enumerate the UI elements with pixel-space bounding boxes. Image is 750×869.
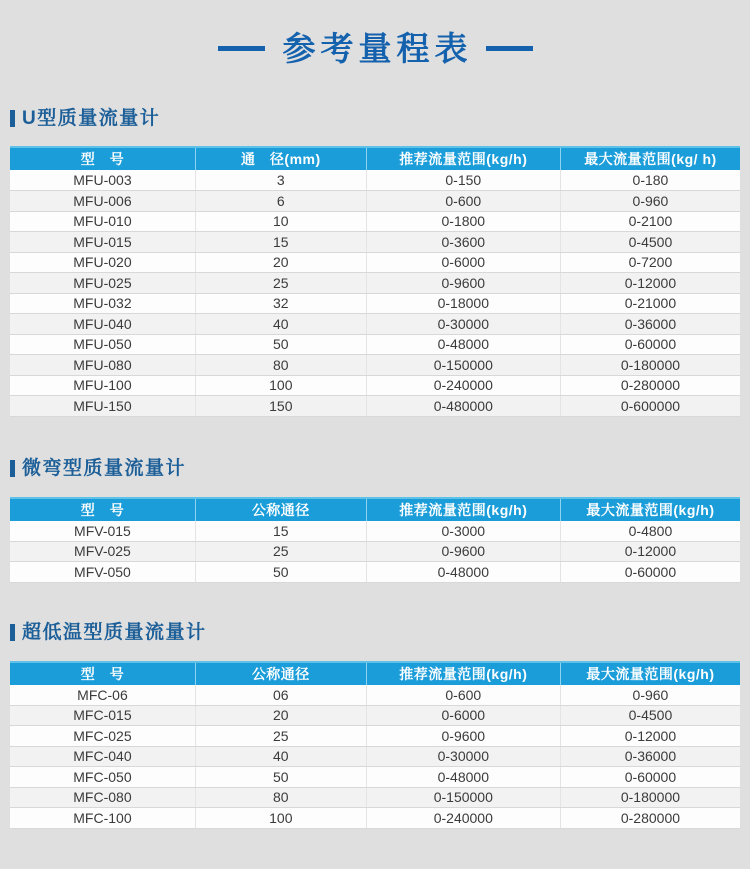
table-cell: 80 xyxy=(195,787,366,808)
table-cell: 100 xyxy=(195,808,366,829)
table-cell: 0-48000 xyxy=(366,334,560,355)
page-title-text: 参考量程表 xyxy=(282,29,473,67)
table-cell: 0-4500 xyxy=(560,705,740,726)
column-header-max-range: 最大流量范围(kg/h) xyxy=(560,662,740,685)
table-row xyxy=(10,355,740,376)
table-row xyxy=(10,685,740,706)
table-row xyxy=(10,746,740,767)
table-cell: MFC-040 xyxy=(10,746,195,767)
table-cell: MFU-020 xyxy=(10,252,195,273)
table-row xyxy=(10,252,740,273)
section-heading-micro-bend-type xyxy=(10,457,750,481)
table-cell: 0-960 xyxy=(560,191,740,212)
section-heading-label: 超低温型质量流量计 xyxy=(22,622,207,643)
title-dash-left-icon xyxy=(218,46,265,51)
table-cell: MFC-015 xyxy=(10,705,195,726)
table-cell: 0-3000 xyxy=(366,521,560,542)
table-cell: MFU-150 xyxy=(10,396,195,417)
column-header-recommended-range: 推荐流量范围(kg/h) xyxy=(366,147,560,170)
table-row xyxy=(10,375,740,396)
table-cell: 0-240000 xyxy=(366,375,560,396)
table-cell: 32 xyxy=(195,293,366,314)
table-row xyxy=(10,396,740,417)
table-cell: 0-60000 xyxy=(560,767,740,788)
table-row xyxy=(10,541,740,562)
section-u-type xyxy=(0,106,750,417)
table-row xyxy=(10,562,740,583)
table-cell: 0-12000 xyxy=(560,541,740,562)
table-cell: 0-21000 xyxy=(560,293,740,314)
table-cell: MFU-032 xyxy=(10,293,195,314)
column-header-recommended-range: 推荐流量范围(kg/h) xyxy=(366,498,560,521)
table-cell: 0-150000 xyxy=(366,787,560,808)
table-cell: 0-280000 xyxy=(560,808,740,829)
table-cell: 0-480000 xyxy=(366,396,560,417)
table-cell: 10 xyxy=(195,211,366,232)
table-cell: 0-180 xyxy=(560,170,740,191)
table-row xyxy=(10,767,740,788)
table-cell: 0-600 xyxy=(366,685,560,706)
table-cell: MFU-003 xyxy=(10,170,195,191)
table-cell: 0-180000 xyxy=(560,787,740,808)
table-cell: 20 xyxy=(195,252,366,273)
table-cell: 40 xyxy=(195,746,366,767)
table-cell: 0-12000 xyxy=(560,273,740,294)
table-row xyxy=(10,787,740,808)
column-header-max-range: 最大流量范围(kg/h) xyxy=(560,498,740,521)
page-title xyxy=(0,26,750,70)
table-header-row xyxy=(10,147,740,170)
table-cell: 0-6000 xyxy=(366,705,560,726)
table-cell: 50 xyxy=(195,767,366,788)
section-heading-label: U型质量流量计 xyxy=(22,107,161,129)
table-cell: 0-280000 xyxy=(560,375,740,396)
table-cell: MFU-100 xyxy=(10,375,195,396)
table-row xyxy=(10,314,740,335)
table-row xyxy=(10,211,740,232)
table-cell: MFC-080 xyxy=(10,787,195,808)
column-header-model: 型 号 xyxy=(10,498,195,521)
table-cell: 0-180000 xyxy=(560,355,740,376)
table-cell: 20 xyxy=(195,705,366,726)
table-cell: 0-60000 xyxy=(560,562,740,583)
table-cell: 0-240000 xyxy=(366,808,560,829)
table-cell: 0-3600 xyxy=(366,232,560,253)
table-cell: 0-150 xyxy=(366,170,560,191)
u-type-spec-table xyxy=(10,146,740,417)
table-row xyxy=(10,191,740,212)
table-cell: MFC-06 xyxy=(10,685,195,706)
column-header-nominal-diameter: 公称通径 xyxy=(195,498,366,521)
column-header-diameter: 通 径(mm) xyxy=(195,147,366,170)
section-heading-cryogenic-type xyxy=(10,621,750,645)
table-cell: 0-7200 xyxy=(560,252,740,273)
table-cell: 0-18000 xyxy=(366,293,560,314)
table-header-row xyxy=(10,498,740,521)
table-row xyxy=(10,293,740,314)
table-row xyxy=(10,705,740,726)
table-cell: 6 xyxy=(195,191,366,212)
table-cell: 0-9600 xyxy=(366,726,560,747)
table-row xyxy=(10,232,740,253)
table-cell: 3 xyxy=(195,170,366,191)
micro-bend-spec-table xyxy=(10,497,740,583)
table-cell: 0-48000 xyxy=(366,767,560,788)
table-row xyxy=(10,726,740,747)
table-cell: MFU-050 xyxy=(10,334,195,355)
table-cell: 0-30000 xyxy=(366,746,560,767)
table-cell: 25 xyxy=(195,726,366,747)
table-row xyxy=(10,808,740,829)
section-heading-label: 微弯型质量流量计 xyxy=(22,458,187,479)
table-cell: 0-4800 xyxy=(560,521,740,542)
column-header-nominal-diameter: 公称通径 xyxy=(195,662,366,685)
table-cell: 0-36000 xyxy=(560,746,740,767)
table-cell: MFV-025 xyxy=(10,541,195,562)
table-cell: MFU-010 xyxy=(10,211,195,232)
section-marker-icon xyxy=(10,624,15,641)
table-cell: 0-150000 xyxy=(366,355,560,376)
table-cell: 0-48000 xyxy=(366,562,560,583)
column-header-model: 型 号 xyxy=(10,662,195,685)
table-cell: 0-30000 xyxy=(366,314,560,335)
table-cell: MFV-015 xyxy=(10,521,195,542)
table-cell: 0-6000 xyxy=(366,252,560,273)
table-cell: 0-12000 xyxy=(560,726,740,747)
table-cell: 100 xyxy=(195,375,366,396)
table-cell: MFV-050 xyxy=(10,562,195,583)
table-cell: 0-36000 xyxy=(560,314,740,335)
table-cell: 80 xyxy=(195,355,366,376)
table-cell: 50 xyxy=(195,334,366,355)
table-cell: 50 xyxy=(195,562,366,583)
table-cell: 25 xyxy=(195,273,366,294)
table-cell: 25 xyxy=(195,541,366,562)
title-dash-right-icon xyxy=(486,46,533,51)
table-cell: 15 xyxy=(195,521,366,542)
table-cell: 0-60000 xyxy=(560,334,740,355)
table-cell: MFU-006 xyxy=(10,191,195,212)
table-row xyxy=(10,521,740,542)
table-cell: MFC-100 xyxy=(10,808,195,829)
section-heading-u-type xyxy=(10,106,750,130)
section-marker-icon xyxy=(10,110,15,127)
table-cell: 0-1800 xyxy=(366,211,560,232)
section-cryogenic-type xyxy=(0,621,750,829)
table-cell: 150 xyxy=(195,396,366,417)
table-cell: 06 xyxy=(195,685,366,706)
table-cell: 40 xyxy=(195,314,366,335)
table-cell: 0-4500 xyxy=(560,232,740,253)
table-row xyxy=(10,273,740,294)
table-cell: 0-9600 xyxy=(366,273,560,294)
table-cell: 0-600000 xyxy=(560,396,740,417)
table-cell: MFC-050 xyxy=(10,767,195,788)
table-cell: MFC-025 xyxy=(10,726,195,747)
section-micro-bend-type xyxy=(0,457,750,583)
table-cell: 0-600 xyxy=(366,191,560,212)
table-cell: MFU-015 xyxy=(10,232,195,253)
table-cell: 0-960 xyxy=(560,685,740,706)
table-header-row xyxy=(10,662,740,685)
table-cell: MFU-040 xyxy=(10,314,195,335)
table-row xyxy=(10,170,740,191)
column-header-recommended-range: 推荐流量范围(kg/h) xyxy=(366,662,560,685)
column-header-max-range: 最大流量范围(kg/ h) xyxy=(560,147,740,170)
section-marker-icon xyxy=(10,460,15,477)
table-row xyxy=(10,334,740,355)
column-header-model: 型 号 xyxy=(10,147,195,170)
table-cell: MFU-080 xyxy=(10,355,195,376)
table-cell: 15 xyxy=(195,232,366,253)
table-cell: MFU-025 xyxy=(10,273,195,294)
cryogenic-spec-table xyxy=(10,661,740,829)
table-cell: 0-2100 xyxy=(560,211,740,232)
table-cell: 0-9600 xyxy=(366,541,560,562)
